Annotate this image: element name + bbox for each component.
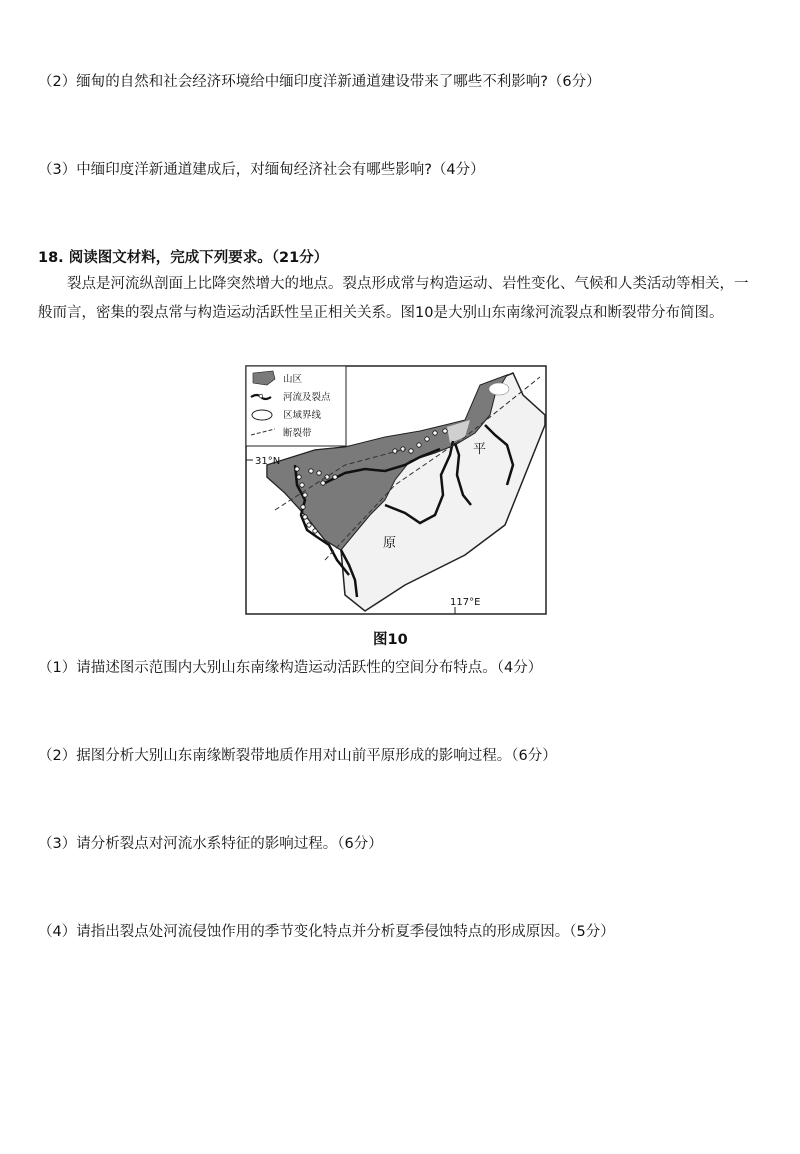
question-18-material xyxy=(38,270,762,328)
question-18-3: （3）请分析裂点对河流水系特征的影响过程。（6分） xyxy=(38,836,383,852)
question-18-1: （1）请描述图示范围内大别山东南缘构造运动活跃性的空间分布特点。（4分） xyxy=(38,660,543,676)
figure-caption: 图10 xyxy=(373,632,408,648)
plain-char-1: 平 xyxy=(473,442,487,457)
figure-10-map xyxy=(245,365,547,615)
legend-fault-label: 断裂带 xyxy=(283,428,312,439)
latitude-label: 31°N xyxy=(255,456,281,467)
question-17-3: （3）中缅印度洋新通道建成后，对缅甸经济社会有哪些影响?（4分） xyxy=(38,162,485,178)
plain-char-2: 原 xyxy=(383,536,397,551)
question-18-2: （2）据图分析大别山东南缘断裂带地质作用对山前平原形成的影响过程。（6分） xyxy=(38,748,557,764)
question-18-4: （4）请指出裂点处河流侵蚀作用的季节变化特点并分析夏季侵蚀特点的形成原因。（5分） xyxy=(38,924,615,940)
material-text: 裂点是河流纵剖面上比降突然增大的地点。裂点形成常与构造运动、岩性变化、气候和人类活动等相关，一般而言，密集的裂点常与构造运动活跃性呈正相关关系。图10是大别山东南缘河流裂点和断裂带分布简图。 xyxy=(38,276,749,321)
legend-river-label: 河流及裂点 xyxy=(283,392,331,403)
question-18-heading: 18. 阅读图文材料，完成下列要求。（21分） xyxy=(38,250,329,266)
question-17-2: （2）缅甸的自然和社会经济环境给中缅印度洋新通道建设带来了哪些不利影响?（6分） xyxy=(38,74,601,90)
longitude-label: 117°E xyxy=(450,597,481,608)
legend-mountain-label: 山区 xyxy=(283,374,303,385)
legend-boundary-label: 区域界线 xyxy=(283,410,322,421)
legend-boundary-swatch xyxy=(252,410,272,420)
